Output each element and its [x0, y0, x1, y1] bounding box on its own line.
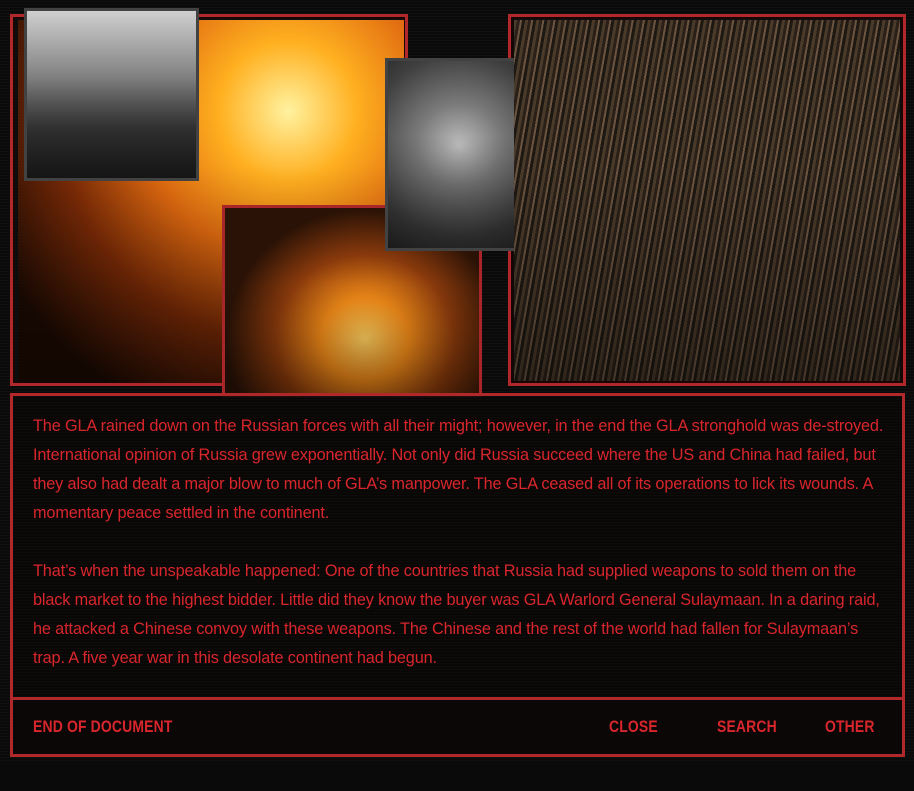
weapons-pile-photo	[514, 20, 900, 381]
search-button[interactable]: SEARCH	[717, 717, 777, 736]
story-paragraph-1: The GLA rained down on the Russian forces with all their might; however, in the end the GLA stronghold was de-stroyed. International opinion of Russia grew exponentially. Not only did Russia succeed where the US and China had failed, but they also had dealt a major blow to much of GLA’s manpower. The GLA ceased all of its operations to lick its wounds. A momentary peace settled in the continent.	[33, 417, 884, 522]
close-button[interactable]: CLOSE	[609, 717, 658, 736]
story-paragraph-2: That’s when the unspeakable happened: One of the countries that Russia had supplied weapons to sold them on the black market to the highest bidder. Little did they know the buyer was GLA Warlord General Sulaymaan. In a daring raid, he attacked a Chinese convoy with these weapons. The Chinese and the rest of the world had fallen for Sulaymaan’s trap. A five year war in this desolate continent had begun.	[33, 562, 880, 667]
footer-bar	[10, 697, 905, 757]
story-text	[33, 412, 891, 702]
riot-police-photo	[24, 8, 199, 181]
end-of-document-label: END OF DOCUMENT	[33, 717, 173, 736]
story-panel	[10, 393, 905, 700]
other-button[interactable]: OTHER	[825, 717, 875, 736]
bottom-strip	[0, 763, 914, 791]
